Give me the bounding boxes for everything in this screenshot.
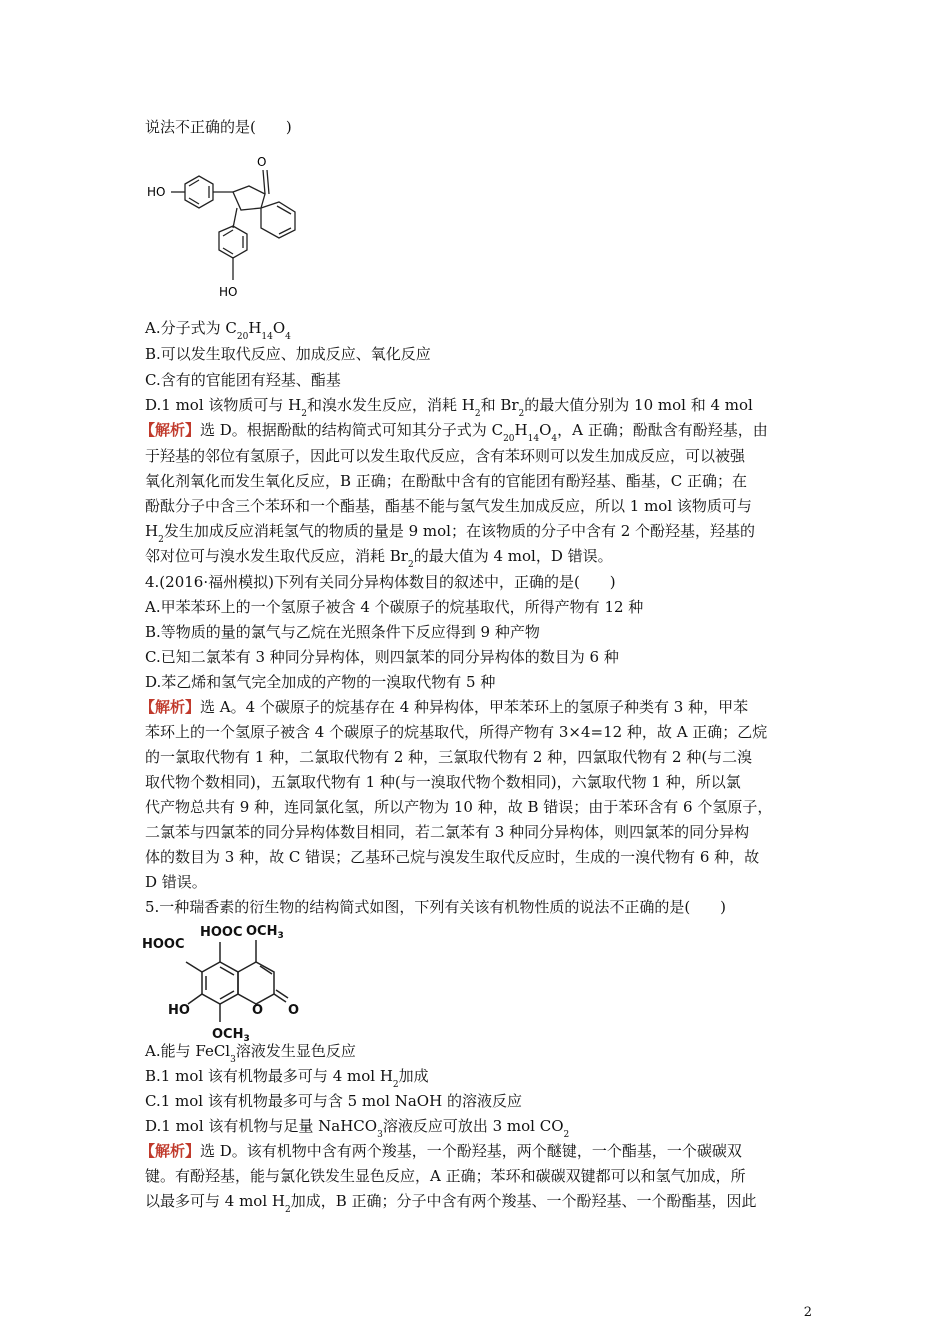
analysis-tag: 【解析】 — [140, 1142, 201, 1160]
hydroxyl-label: HO — [168, 1003, 190, 1018]
q3-option-c: C.含有的官能团有羟基、酯基 — [145, 371, 341, 389]
q3-option-b: B.可以发生取代反应、加成反应、氧化反应 — [145, 345, 431, 363]
q5-title: 5.一种瑞香素的衍生物的结构简式如图，下列有关该有机物性质的说法不正确的是( ) — [145, 898, 727, 916]
ring-oxygen-label: O — [252, 1003, 264, 1018]
q3-analysis-line-4: 酚酞分子中含三个苯环和一个酯基，酯基不能与氢气发生加成反应，所以 1 mol 该物质可与 — [145, 497, 752, 515]
phenolphthalein-structure — [145, 148, 345, 308]
q5-option-b: B.1 mol 该有机物最多可与 4 mol $H_2$加成 — [145, 1067, 429, 1090]
q4-analysis-line-5: 代产物总共有 9 种，连同氯化氢，所以产物为 10 种，故 B 错误；由于苯环含有 6 个氢原子， — [145, 798, 773, 816]
q3-analysis-line-1: 【解析】选 D。根据酚酞的结构简式可知其分子式为 $C_{20}H_{14}O_4$，A 正确；酚酞含有酚羟基，由 — [140, 421, 768, 444]
q4-analysis-line-6: 二氯苯与四氯苯的同分异构体数目相同，若二氯苯有 3 种同分异构体，则四氯苯的同分异构 — [145, 823, 750, 841]
page-number: 2 — [803, 1305, 812, 1320]
q3-analysis-line-5: $H_2$发生加成反应消耗氢气的物质的量是 9 mol；在该物质的分子中含有 2 个酚羟基，羟基的 — [145, 522, 756, 545]
carboxyl-label-top: HOOC — [200, 925, 243, 940]
q5-option-a: A.能与 FeCl$_3$溶液发生显色反应 — [145, 1042, 356, 1065]
methoxy-label-top: $OCH_3$ — [246, 924, 284, 941]
q4-option-a: A.甲苯苯环上的一个氢原子被含 4 个碳原子的烷基取代，所得产物有 12 种 — [145, 598, 644, 616]
q4-option-b: B.等物质的量的氯气与乙烷在光照条件下反应得到 9 种产物 — [145, 623, 540, 641]
q4-analysis-line-7: 体的数目为 3 种，故 C 错误；乙基环己烷与溴发生取代反应时，生成的一溴代物有 6 种，故 — [145, 848, 760, 866]
q5-option-d: D.1 mol 该有机物与足量 NaHCO$_3$溶液反应可放出 3 mol $CO_2$ — [145, 1117, 570, 1140]
methoxy-label-bottom: $OCH_3$ — [212, 1027, 250, 1044]
analysis-tag: 【解析】 — [140, 698, 201, 716]
q4-option-c: C.已知二氯苯有 3 种同分异构体，则四氯苯的同分异构体的数目为 6 种 — [145, 648, 619, 666]
analysis-tag: 【解析】 — [140, 421, 201, 439]
q5-analysis-line-3: 以最多可与 4 mol $H_2$加成，B 正确；分子中含有两个羧基、一个酚羟基、一个酚酯基，因此 — [145, 1192, 757, 1215]
q5-option-c: C.1 mol 该有机物最多可与含 5 mol NaOH 的溶液反应 — [145, 1092, 522, 1110]
carbonyl-oxygen-label: O — [288, 1003, 300, 1018]
q4-analysis-line-2: 苯环上的一个氢原子被含 4 个碳原子的烷基取代，所得产物有 3×4=12 种，故 A 正确；乙烷 — [145, 723, 768, 741]
hydroxyl-label-top: HO — [147, 185, 166, 199]
carboxyl-label-left: HOOC — [142, 937, 185, 952]
carbonyl-oxygen-label: O — [257, 155, 267, 169]
q3-analysis-line-3: 氧化剂氧化而发生氧化反应，B 正确；在酚酞中含有的官能团有酚羟基、酯基，C 正确；在 — [145, 472, 748, 490]
q4-title: 4.(2016·福州模拟)下列有关同分异构体数目的叙述中，正确的是( ) — [145, 573, 616, 591]
q5-analysis-line-2: 键。有酚羟基，能与氯化铁发生显色反应，A 正确；苯环和碳碳双键都可以和氢气加成，所 — [145, 1167, 746, 1185]
q4-option-d: D.苯乙烯和氢气完全加成的产物的一溴取代物有 5 种 — [145, 673, 496, 691]
q3-analysis-line-2: 于羟基的邻位有氢原子，因此可以发生取代反应，含有苯环则可以发生加成反应，可以被强 — [145, 447, 746, 465]
q3-option-d: D.1 mol 该物质可与 $H_2$和溴水发生反应，消耗 $H_2$和 $Br_2$的最大值分别为 10 mol 和 4 mol — [145, 396, 753, 419]
q5-analysis-line-1: 【解析】选 D。该有机物中含有两个羧基，一个酚羟基，两个醚键，一个酯基，一个碳碳双 — [140, 1142, 742, 1160]
q3-analysis-line-6: 邻对位可与溴水发生取代反应，消耗 $Br_2$的最大值为 4 mol，D 错误。 — [145, 547, 613, 570]
q4-analysis-line-3: 的一氯取代物有 1 种，二氯取代物有 2 种，三氯取代物有 2 种，四氯取代物有 2 种(与二溴 — [145, 748, 753, 766]
q4-analysis-line-8: D 错误。 — [145, 873, 207, 891]
q3-option-a: A.分子式为 $C_{20}H_{14}O_4$ — [145, 319, 291, 342]
q4-analysis-line-4: 取代物个数相同)，五氯取代物有 1 种(与一溴取代物个数相同)，六氯取代物 1 种，所以氯 — [145, 773, 741, 791]
question-stem-tail: 说法不正确的是( ) — [145, 118, 292, 136]
hydroxyl-label-bottom: HO — [219, 285, 238, 299]
q4-analysis-line-1: 【解析】选 A。4 个碳原子的烷基存在 4 种异构体，甲苯苯环上的氢原子种类有 3 种，甲苯 — [140, 698, 749, 716]
